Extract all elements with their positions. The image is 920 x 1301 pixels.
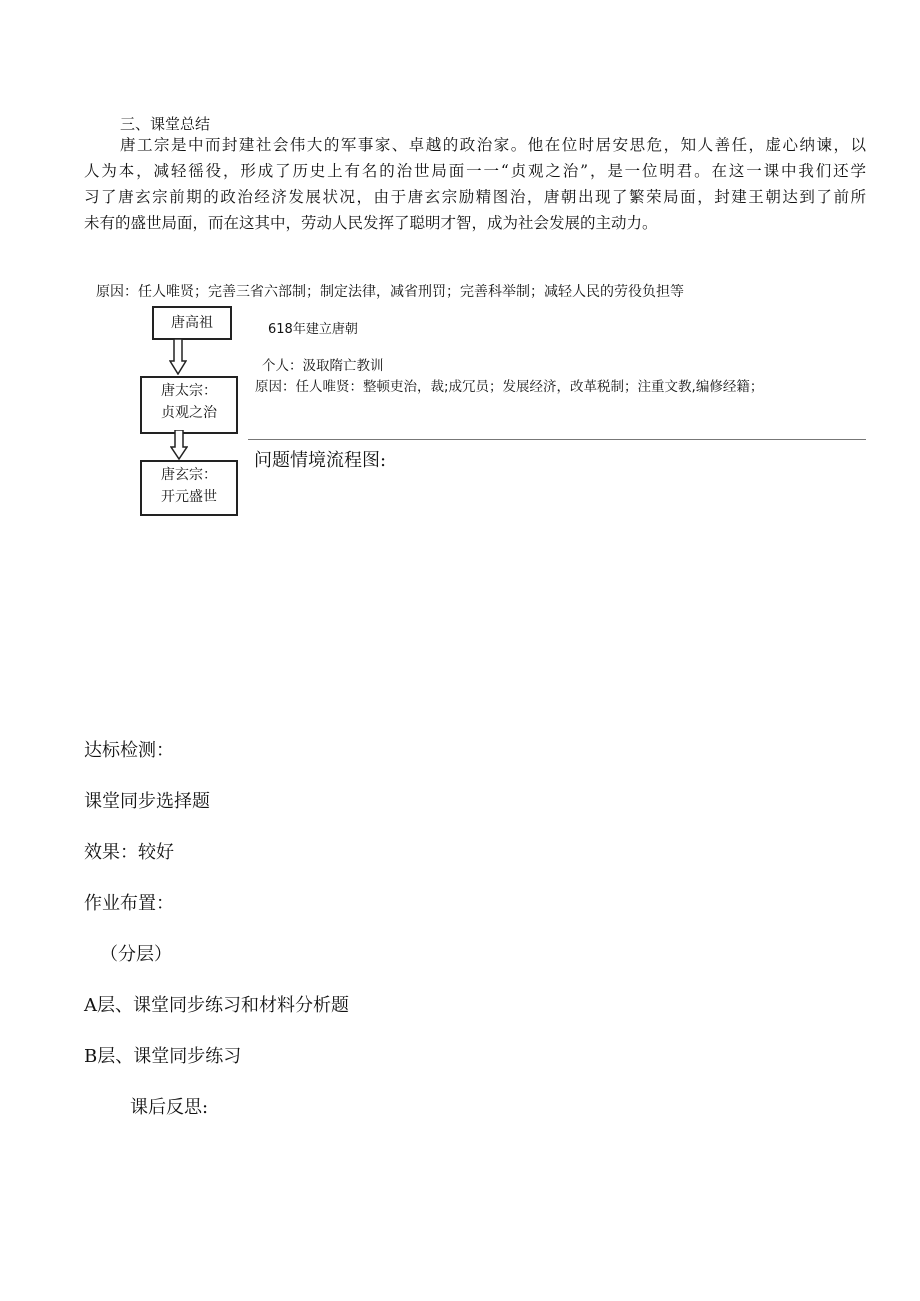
flow-box-sublabel: 贞观之治 (161, 405, 217, 421)
summary-line-3: 习了唐玄宗前期的政治经济发展状况，由于唐玄宗励精图治，唐朝出现了繁荣局面，封建王朝达到了前所 (84, 188, 866, 206)
divider-line (248, 439, 866, 440)
flowchart-title: 问题情境流程图: (254, 450, 387, 471)
flow-box-label: 唐太宗： (161, 383, 217, 399)
flow-arrow-down-icon (169, 339, 187, 375)
flow-box-label: 唐高祖 (171, 315, 213, 331)
assessment-label: 达标检测： (84, 740, 174, 761)
summary-line-1: 唐工宗是中而封建社会伟大的军事家、卓越的政治家。他在位时居安思危，知人善任，虚心纳谏，以 (120, 136, 866, 154)
summary-line-4: 未有的盛世局面，而在这其中，劳动人民发挥了聪明才智，成为社会发展的主动力。 (84, 214, 658, 232)
effect-text: 效果：较好 (84, 842, 174, 863)
homework-label: 作业布置： (84, 893, 174, 914)
layered-note: （分层） (100, 944, 172, 965)
flow-box-tang-gaozu (152, 306, 232, 340)
flow-reason-taizong: 原因：任人唯贤：整顿吏治，裁;成冗员；发展经济，改革税制；注重文教,编修经籍； (255, 379, 764, 395)
layer-a-text: A层、课堂同步练习和材料分析题 (84, 995, 349, 1016)
flow-box-sublabel: 开元盛世 (161, 489, 217, 505)
layer-b-text: B层、课堂同步练习 (84, 1046, 242, 1067)
flow-box-tang-xuanzong (140, 460, 238, 516)
summary-line-2: 人为本，减轻徭役，形成了历史上有名的治世局面一一“贞观之治”，是一位明君。在这一课中我们还学 (84, 162, 866, 180)
assessment-item: 课堂同步选择题 (84, 791, 210, 812)
flow-box-label: 唐玄宗： (161, 467, 217, 483)
flow-founded-note: 618年建立唐朝 (268, 322, 358, 337)
flow-reason-general: 原因：任人唯贤；完善三省六部制；制定法律，减省刑罚；完善科举制；减轻人民的劳役负担等 (96, 284, 684, 300)
flow-arrow-down-icon (170, 430, 188, 460)
flow-box-tang-taizong (140, 376, 238, 434)
flow-personal-note: 个人：汲取隋亡教训 (262, 358, 384, 374)
reflection-label: 课后反思: (130, 1097, 209, 1118)
section-heading: 三、课堂总结 (120, 115, 211, 133)
